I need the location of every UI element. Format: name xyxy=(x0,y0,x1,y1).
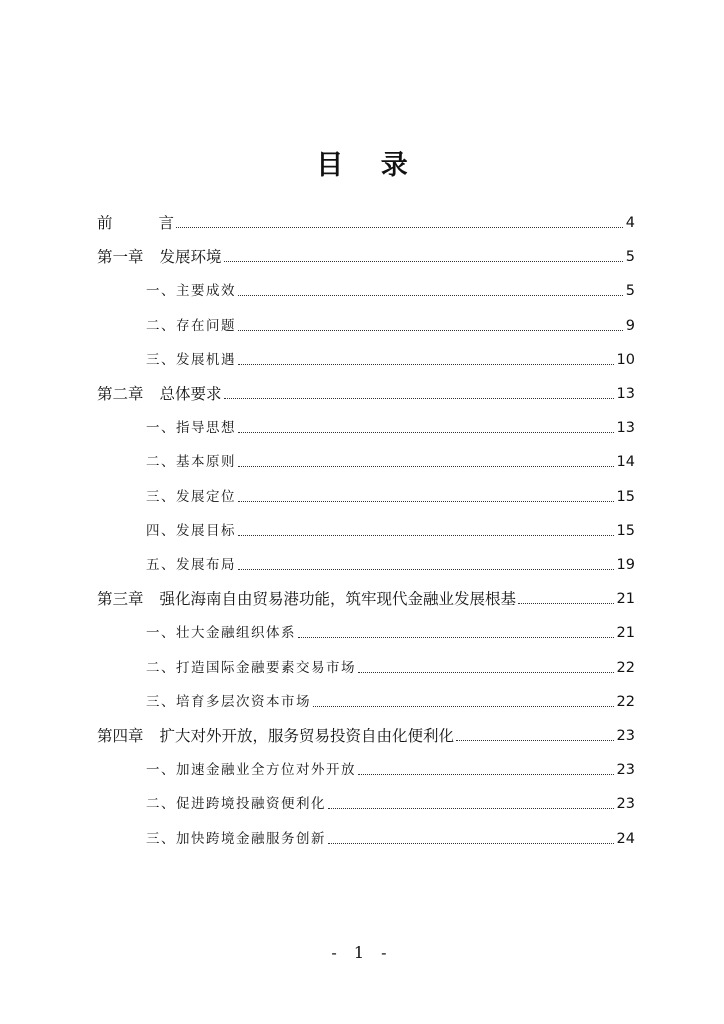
toc-dot-leader xyxy=(238,568,614,570)
toc-entry-title: 存在问题 xyxy=(176,317,236,334)
toc-entry-title: 加速金融业全方位对外开放 xyxy=(176,762,356,779)
toc-entry-number: 一、 xyxy=(146,420,176,437)
toc-entry-label xyxy=(146,657,356,679)
toc-entry-page-number: 23 xyxy=(616,762,635,779)
page-title: 目 录 xyxy=(316,150,422,181)
page-number-footer: - 1 - xyxy=(331,943,393,962)
toc-entry-label xyxy=(146,520,236,542)
toc-chapter-entry[interactable] xyxy=(97,383,635,405)
toc-entry-label xyxy=(97,246,222,268)
toc-entry-number: 五、 xyxy=(146,557,176,573)
toc-entry-page-number: 9 xyxy=(625,317,635,334)
toc-entry-label xyxy=(146,759,356,781)
toc-entry-page-number: 22 xyxy=(616,693,635,710)
toc-dot-leader xyxy=(313,705,614,707)
toc-preface-entry[interactable] xyxy=(97,212,635,234)
toc-entry-title: 壮大金融组织体系 xyxy=(176,625,296,642)
toc-entry-page-number: 24 xyxy=(616,830,635,847)
toc-entry-title: 发展定位 xyxy=(176,488,236,505)
toc-entry-number: 第二章 xyxy=(97,385,144,403)
toc-section-entry[interactable] xyxy=(146,451,635,473)
toc-entry-page-number: 19 xyxy=(616,557,635,573)
toc-entry-number: 三、 xyxy=(146,830,176,847)
toc-dot-leader xyxy=(328,842,614,844)
toc-entry-number: 第三章 xyxy=(97,590,144,609)
toc-entry-number: 二、 xyxy=(146,659,176,676)
toc-dot-leader xyxy=(456,739,614,741)
toc-dot-leader xyxy=(518,602,614,604)
toc-entry-title: 打造国际金融要素交易市场 xyxy=(176,659,356,676)
toc-entry-number: 三、 xyxy=(146,693,176,710)
toc-dot-leader xyxy=(238,329,623,331)
toc-entry-page-number: 15 xyxy=(616,522,635,539)
toc-dot-leader xyxy=(224,260,623,262)
toc-entry-page-number: 23 xyxy=(616,796,635,813)
toc-entry-label xyxy=(146,315,236,337)
toc-dot-leader xyxy=(358,773,614,775)
toc-entry-number: 第一章 xyxy=(97,248,144,267)
toc-section-entry[interactable] xyxy=(146,520,635,542)
toc-entry-page-number: 23 xyxy=(616,728,635,744)
toc-entry-page-number: 5 xyxy=(625,249,635,266)
toc-entry-label xyxy=(146,793,326,815)
toc-entry-page-number: 15 xyxy=(616,488,635,505)
toc-entry-number: 一、 xyxy=(146,762,176,779)
toc-entry-title: 言 xyxy=(158,214,175,232)
toc-entry-number: 二、 xyxy=(146,796,176,813)
toc-entry-page-number: 5 xyxy=(625,283,635,300)
toc-entry-number: 一、 xyxy=(146,625,176,642)
toc-entry-label xyxy=(146,622,296,644)
toc-entry-title: 总体要求 xyxy=(159,385,222,403)
toc-entry-number: 三、 xyxy=(146,488,176,505)
toc-entry-title: 强化海南自由贸易港功能，筑牢现代金融业发展根基 xyxy=(159,590,517,609)
toc-entry-title: 促进跨境投融资便利化 xyxy=(176,796,326,813)
toc-entry-label xyxy=(146,451,236,473)
toc-dot-leader xyxy=(224,397,614,399)
toc-section-entry[interactable] xyxy=(146,622,635,644)
toc-entry-label xyxy=(146,349,236,371)
toc-entry-page-number: 10 xyxy=(616,351,635,368)
toc-dot-leader xyxy=(298,636,614,638)
toc-entry-title: 指导思想 xyxy=(176,420,236,437)
toc-entry-title: 基本原则 xyxy=(176,454,236,471)
toc-section-entry[interactable] xyxy=(146,691,635,713)
toc-section-entry[interactable] xyxy=(146,657,635,679)
toc-section-entry[interactable] xyxy=(146,793,635,815)
toc-dot-leader xyxy=(238,294,623,296)
toc-entry-number: 二、 xyxy=(146,454,176,471)
toc-entry-label xyxy=(97,383,222,405)
toc-section-entry[interactable] xyxy=(146,828,635,850)
toc-section-entry[interactable] xyxy=(146,554,635,576)
toc-entry-label xyxy=(146,828,326,850)
toc-section-entry[interactable] xyxy=(146,315,635,337)
toc-entry-label xyxy=(146,280,236,302)
toc-entry-title: 加快跨境金融服务创新 xyxy=(176,830,326,847)
toc-section-entry[interactable] xyxy=(146,759,635,781)
toc-dot-leader xyxy=(238,534,614,536)
toc-entry-number: 一、 xyxy=(146,283,176,300)
toc-entry-label xyxy=(146,417,236,439)
toc-dot-leader xyxy=(238,465,614,467)
toc-section-entry[interactable] xyxy=(146,280,635,302)
toc-chapter-entry[interactable] xyxy=(97,246,635,268)
toc-entry-page-number: 13 xyxy=(616,386,635,402)
toc-entry-title: 培育多层次资本市场 xyxy=(176,693,311,710)
toc-section-entry[interactable] xyxy=(146,486,635,508)
toc-entry-number: 三、 xyxy=(146,351,176,368)
toc-entry-page-number: 21 xyxy=(616,625,635,642)
toc-entry-title: 发展机遇 xyxy=(176,351,236,368)
toc-entry-label xyxy=(97,588,516,610)
toc-dot-leader xyxy=(238,363,614,365)
toc-entry-number: 前 xyxy=(97,214,113,232)
toc-dot-leader xyxy=(238,500,614,502)
toc-chapter-entry[interactable] xyxy=(97,588,635,610)
toc-entry-title: 主要成效 xyxy=(176,283,236,300)
toc-entry-page-number: 4 xyxy=(625,215,635,231)
toc-entry-page-number: 14 xyxy=(616,454,635,471)
toc-entry-title: 发展目标 xyxy=(176,522,236,539)
toc-entry-number: 第四章 xyxy=(97,727,144,745)
toc-dot-leader xyxy=(328,807,614,809)
toc-dot-leader xyxy=(176,226,623,228)
toc-entry-label xyxy=(97,725,454,747)
toc-entry-label xyxy=(97,212,174,234)
toc-entry-page-number: 13 xyxy=(616,420,635,437)
toc-entry-title: 发展布局 xyxy=(176,557,236,573)
toc-dot-leader xyxy=(238,431,614,433)
toc-entry-label xyxy=(146,691,311,713)
toc-section-entry[interactable] xyxy=(146,349,635,371)
toc-entry-page-number: 22 xyxy=(616,659,635,676)
toc-chapter-entry[interactable] xyxy=(97,725,635,747)
toc-entry-title: 发展环境 xyxy=(159,248,222,267)
toc-dot-leader xyxy=(358,671,614,673)
toc-entry-number: 四、 xyxy=(146,522,176,539)
toc-entry-number: 二、 xyxy=(146,317,176,334)
toc-entry-label xyxy=(146,486,236,508)
toc-entry-title: 扩大对外开放，服务贸易投资自由化便利化 xyxy=(159,727,455,745)
toc-entry-page-number: 21 xyxy=(616,591,635,608)
toc-section-entry[interactable] xyxy=(146,417,635,439)
toc-entry-label xyxy=(146,554,236,576)
